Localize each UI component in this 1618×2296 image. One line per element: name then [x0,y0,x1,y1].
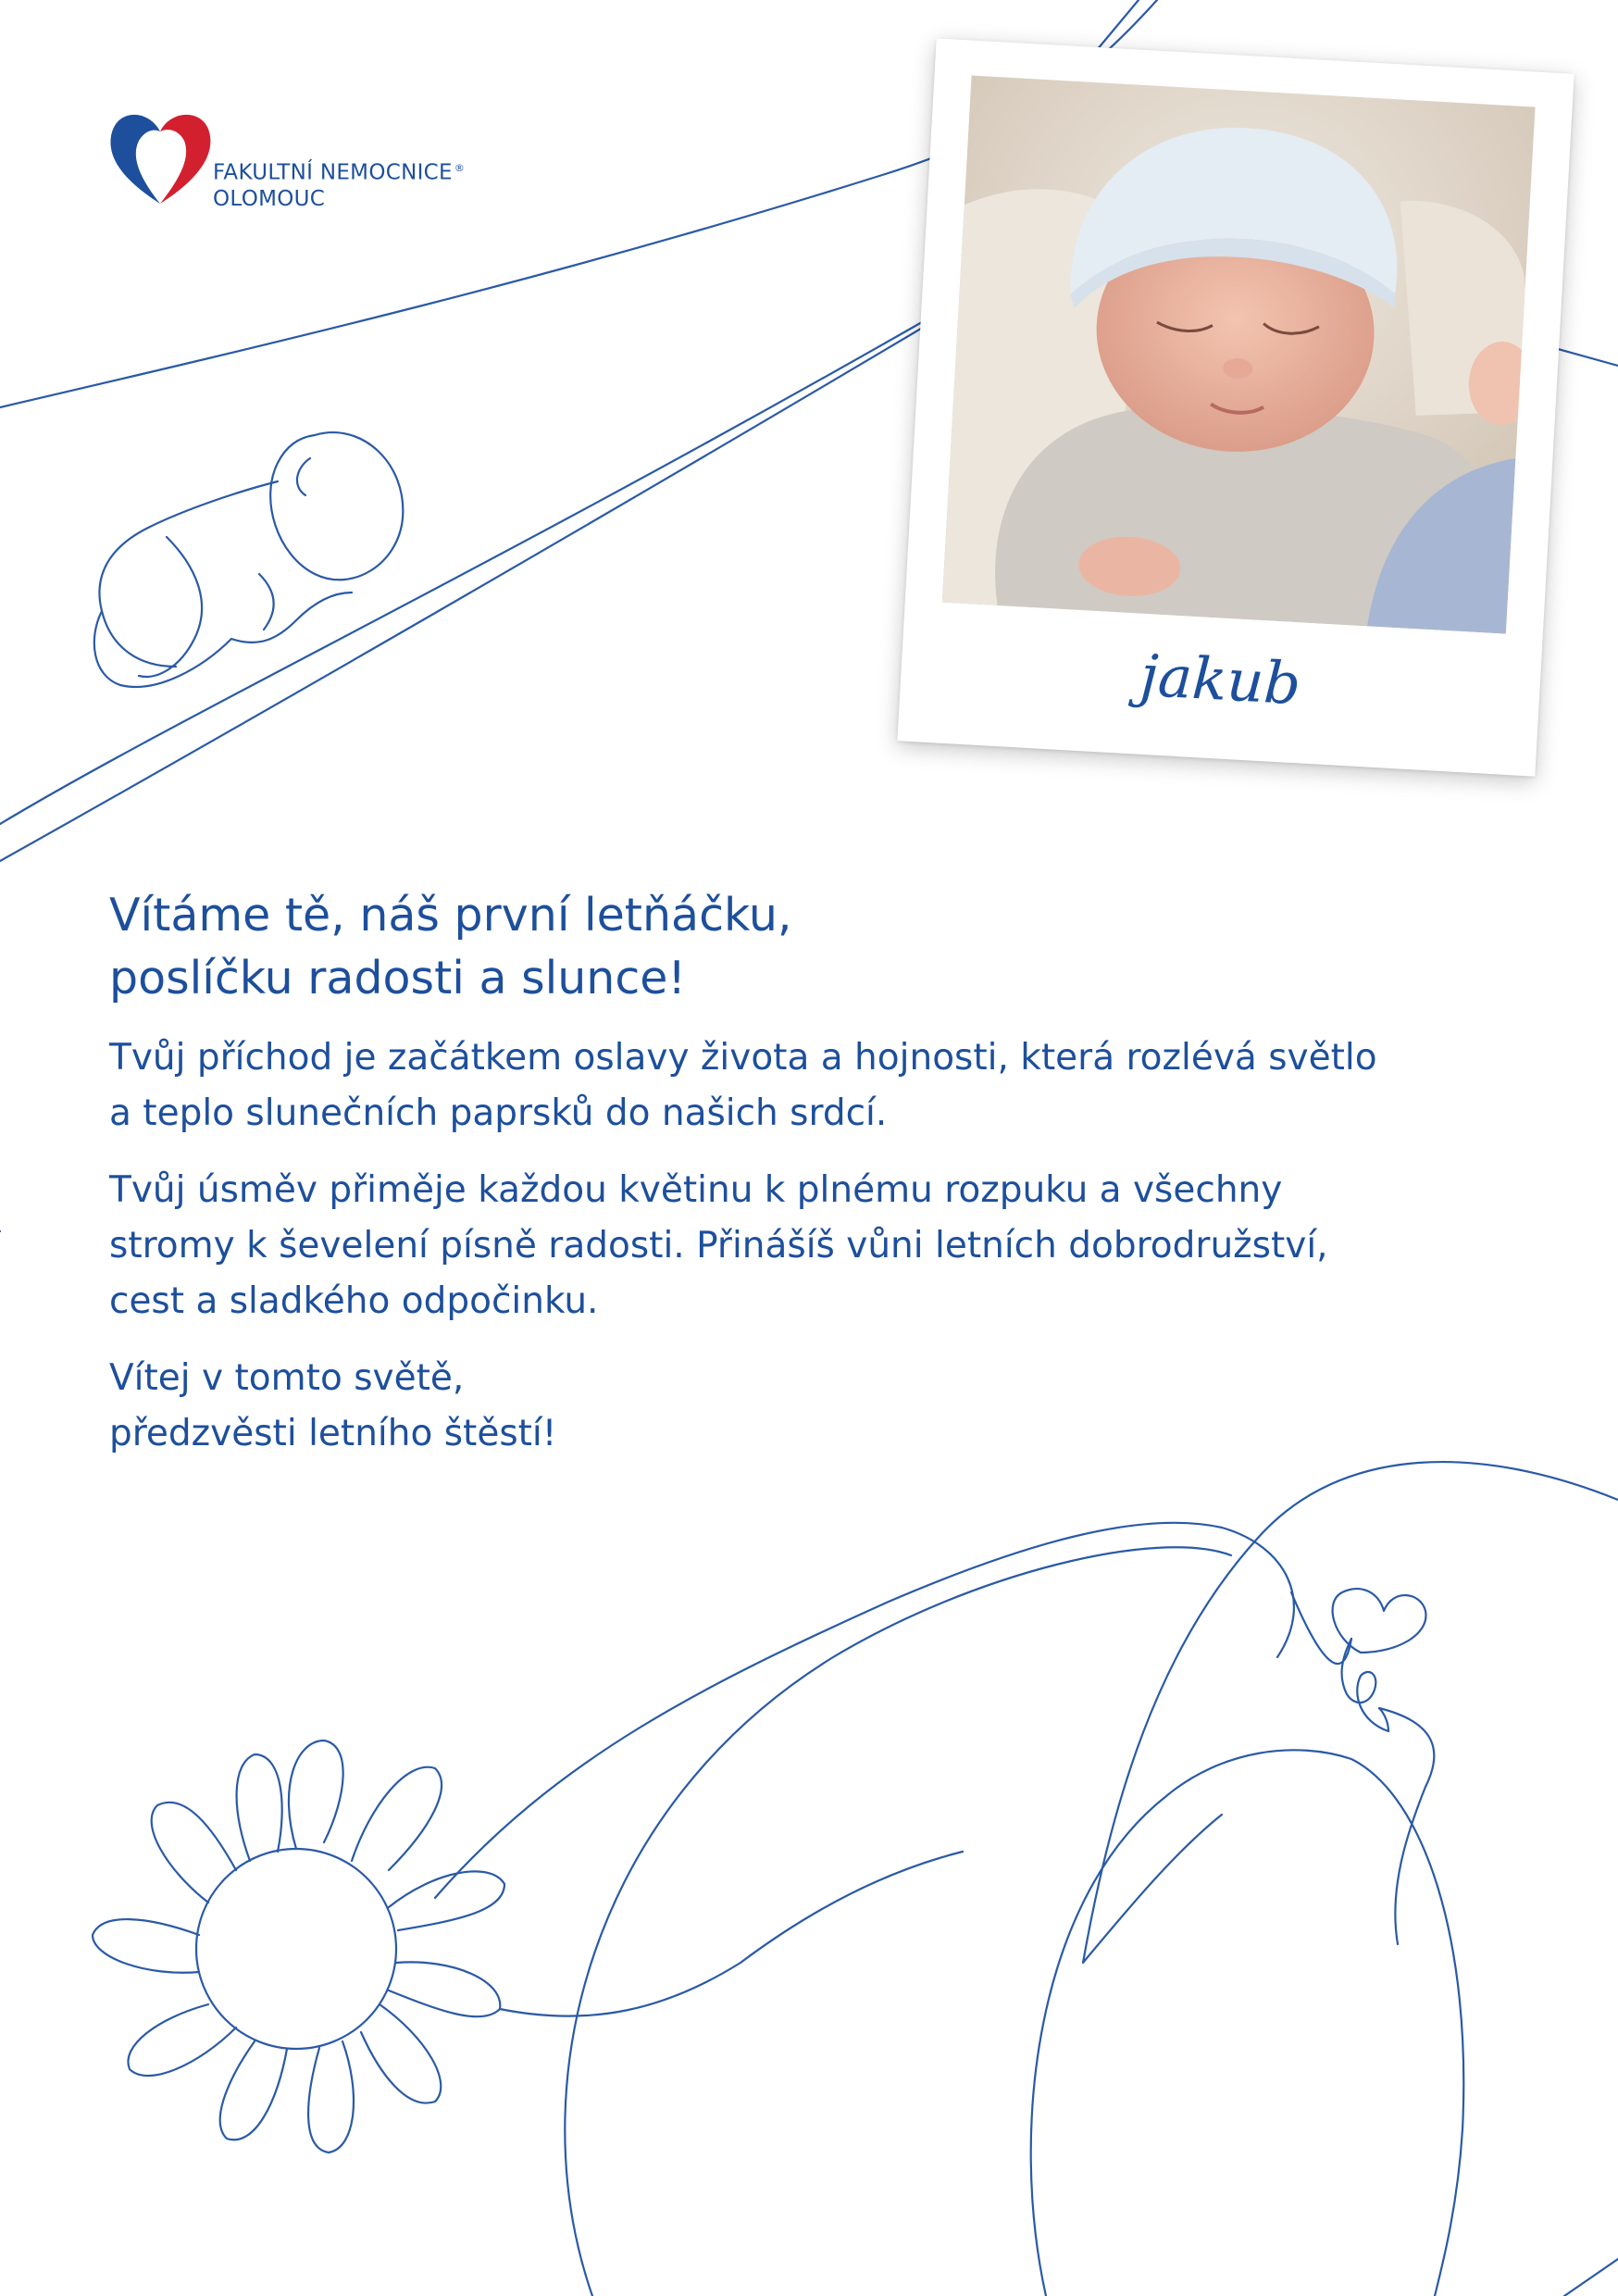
registered-mark: ® [454,162,466,174]
heart-logo-icon [106,104,216,206]
greeting-text [109,884,1553,1483]
paragraph-2 [109,1163,1553,1329]
large-curve-left [435,1523,1294,1898]
hospital-logo [106,104,495,215]
baby-outline-icon [94,432,404,687]
logo-line-2: OLOMOUC [213,186,326,211]
logo-line-1: FAKULTNÍ NEMOCNICE [213,160,453,185]
paragraph-line: a teplo slunečních paprsků do našich srdcí. [109,1092,888,1134]
slide-line-2 [0,315,944,861]
headline [109,884,1553,1010]
paragraph-3 [109,1351,1553,1462]
paragraph-line: Vítej v tomto světě, [109,1357,465,1399]
paragraph-line: stromy k ševelení písně radosti. Přinášíš vůni letních dobrodružství, [109,1225,1328,1267]
sun-icon [93,1741,963,2152]
lower-right-corner-line [1564,2259,1618,2296]
slide-line-1 [0,315,935,824]
large-curve-right [1083,1462,1618,1963]
large-curve-bottom-right [1031,1750,1464,2296]
logo-text [213,156,465,212]
large-curve-center [565,1547,1231,2296]
paragraph-1 [109,1030,1553,1142]
headline-line-1: Vítáme tě, náš první letňáčku, [109,889,792,942]
paragraph-line: Tvůj úsměv přiměje každou květinu k plnému rozpuku a všechny [109,1169,1283,1211]
paragraph-line: předzvěsti letního štěstí! [109,1413,557,1454]
polaroid-frame [897,38,1574,776]
headline-line-2: poslíčku radosti a slunce! [109,952,687,1004]
paragraph-line: Tvůj příchod je začátkem oslavy života a hojnosti, která rozlévá světlo [109,1037,1377,1079]
newborn-baby-photo [942,76,1536,634]
photo-caption: jakub [1138,641,1303,718]
paragraph-line: cest a sladkého odpočinku. [109,1280,599,1322]
